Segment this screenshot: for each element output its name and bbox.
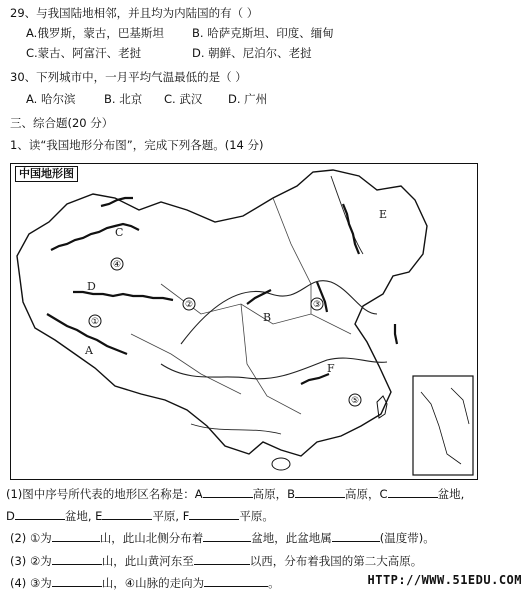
subq-3-text-b: 山，此山黄河东至 (101, 554, 194, 568)
subq-1-text-c: 高原，C (345, 487, 388, 501)
marker-label-1: ① (90, 317, 100, 327)
answer-blank-4a[interactable] (52, 575, 102, 587)
map-title: 中国地形图 (15, 166, 78, 182)
subq-2-text-c: 盆地，此盆地属 (251, 531, 332, 545)
q29-stem: 29、与我国陆地相邻，并且均为内陆国的有（ ） (10, 6, 259, 20)
country-outline (17, 170, 427, 456)
marker-5 (349, 394, 361, 406)
answer-blank-2b[interactable] (203, 530, 251, 542)
subq-2 (10, 530, 435, 545)
hainan-island (272, 458, 290, 470)
answer-blank-3b[interactable] (194, 553, 250, 565)
subq-2-text-d: (温度带)。 (379, 531, 435, 545)
subq-4-text-b: 山，④山脉的走向为 (101, 576, 205, 590)
answer-blank-f[interactable] (189, 508, 239, 520)
river-yellow (181, 281, 377, 344)
q29-option-c: C.蒙古、阿富汗、老挝 (26, 46, 142, 60)
region-label-c: C (115, 226, 124, 239)
subq-3 (10, 553, 422, 568)
answer-blank-2c[interactable] (332, 530, 380, 542)
answer-blank-e[interactable] (102, 508, 152, 520)
answer-blank-a[interactable] (203, 486, 253, 498)
subq-2-text-a: (2) ①为 (10, 531, 52, 545)
q30-stem: 30、下列城市中，一月平均气温最低的是（ ） (10, 70, 247, 84)
q30-option-b: B. 北京 (104, 92, 143, 106)
marker-label-5: ⑤ (350, 396, 360, 406)
site-watermark: HTTP://WWW.51EDU.COM (367, 573, 522, 587)
marker-3 (311, 298, 323, 310)
answer-blank-d[interactable] (15, 508, 65, 520)
region-label-e: E (379, 208, 388, 221)
subq-1-text-a: (1)图中序号所代表的地形区名称是：A (6, 487, 203, 501)
q30-option-d: D. 广州 (228, 92, 268, 106)
subq-4-text-a: (4) ③为 (10, 576, 52, 590)
map-drawing (11, 164, 477, 479)
subq-3-text-c: 以西，分布着我国的第二大高原。 (249, 554, 423, 568)
subq-1b-text-c: 平原, F (152, 509, 190, 523)
q29-option-a: A.俄罗斯，蒙古，巴基斯坦 (26, 26, 164, 40)
marker-1 (89, 315, 101, 327)
subq-1b-text-b: 盆地, E (64, 509, 103, 523)
subq-3-text-a: (3) ②为 (10, 554, 52, 568)
marker-label-4: ④ (112, 260, 122, 270)
taiwan-island (377, 396, 387, 418)
q29-option-d: D. 朝鲜、尼泊尔、老挝 (192, 46, 312, 60)
subq-1-line-1 (6, 486, 464, 501)
subq-1-line-2 (6, 508, 274, 523)
subq-2-text-b: 山，此山北侧分布着 (99, 531, 204, 545)
marker-4 (111, 258, 123, 270)
region-label-a: A (85, 344, 93, 357)
south-sea-inset (413, 376, 473, 475)
region-label-b: B (263, 311, 272, 324)
answer-blank-c[interactable] (388, 486, 438, 498)
question-1-intro: 1、读“我国地形分布图”，完成下列各题。(14 分) (10, 138, 264, 152)
region-label-d: D (87, 280, 96, 293)
region-label-f: F (327, 362, 335, 375)
q30-option-a: A. 哈尔滨 (26, 92, 76, 106)
subq-4 (10, 575, 280, 590)
subq-1-text-b: 高原，B (252, 487, 296, 501)
subq-4-text-c: 。 (268, 576, 280, 590)
answer-blank-2a[interactable] (52, 530, 100, 542)
river-yangtze (161, 358, 387, 379)
marker-label-2: ② (184, 300, 194, 310)
section-heading: 三、综合题(20 分） (10, 116, 114, 130)
answer-blank-3a[interactable] (52, 553, 102, 565)
china-terrain-map (10, 163, 478, 480)
subq-1b-text-d: 平原。 (239, 509, 274, 523)
marker-2 (183, 298, 195, 310)
subq-1-text-d: 盆地, (437, 487, 465, 501)
marker-label-3: ③ (312, 300, 322, 310)
answer-blank-b[interactable] (295, 486, 345, 498)
answer-blank-4b[interactable] (204, 575, 268, 587)
q30-option-c: C. 武汉 (164, 92, 203, 106)
q29-option-b: B. 哈萨克斯坦、印度、缅甸 (192, 26, 334, 40)
subq-1b-text-a: D (6, 509, 15, 523)
